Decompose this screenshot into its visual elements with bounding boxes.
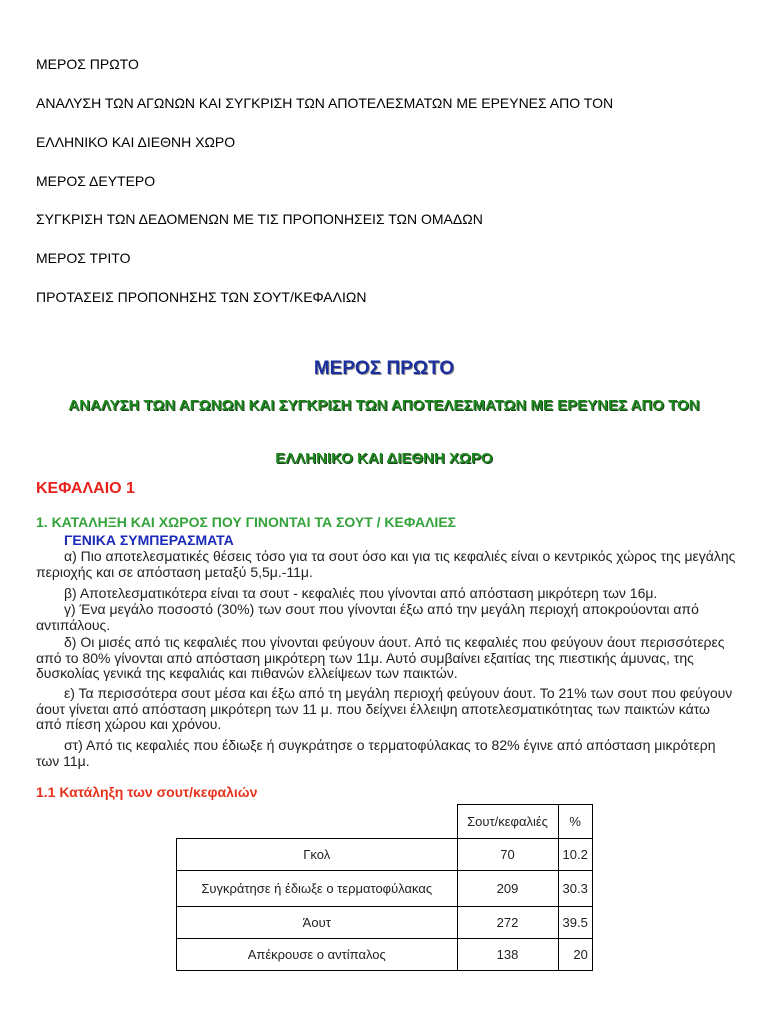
toc-item-part-one-title: ΑΝΑΛΥΣΗ ΤΩΝ ΑΓΩΝΩΝ ΚΑΙ ΣΥΓΚΡΙΣΗ ΤΩΝ ΑΠΟΤΕΛΕΣΜΑΤΩΝ ΜΕ ΕΡΕΥΝΕΣ ΑΠΟ ΤΟΝ <box>36 95 614 111</box>
conclusion-paragraph-d: δ) Οι μισές από τις κεφαλιές που γίνονται φεύγουν άουτ. Από τις κεφαλιές που φεύγουν άουτ περισσότερες από το 80% γίνονται από απόσταση μικρότερη των 11μ. Αυτό συμβαίνει εξαιτίας της πιεστικής άμυνας, της δυσκολίας γενικά της κεφαλιάς και πιθανών ελλείψεων των παικτών. <box>36 634 725 681</box>
conclusion-paragraph-b: β) Αποτελεσματικότερα είναι τα σουτ - κεφαλιές που γίνονται από απόσταση μικρότερη των 16μ. <box>64 585 658 601</box>
row-count: 138 <box>457 939 558 971</box>
shot-outcomes-table <box>176 804 593 971</box>
table-row <box>177 939 593 971</box>
table-row <box>177 907 593 939</box>
table-row <box>177 839 593 871</box>
section-heading: 1. ΚΑΤΑΛΗΞΗ ΚΑΙ ΧΩΡΟΣ ΠΟΥ ΓΙΝΟΝΤΑΙ ΤΑ ΣΟΥΤ / ΚΕΦΑΛΙΕΣ <box>36 514 457 530</box>
row-count: 272 <box>457 907 558 939</box>
conclusion-paragraph-c: γ) Ένα μεγάλο ποσοστό (30%) των σουτ που γίνονται έξω από την μεγάλη περιοχή αποκρούονται από αντιπάλους. <box>36 601 699 633</box>
header-blank-cell <box>177 805 458 839</box>
row-percent: 39.5 <box>558 907 592 939</box>
part-subtitle: ΑΝΑΛΥΣΗ ΤΩΝ ΑΓΩΝΩΝ ΚΑΙ ΣΥΓΚΡΙΣΗ ΤΩΝ ΑΠΟΤΕΛΕΣΜΑΤΩΝ ΜΕ ΕΡΕΥΝΕΣ ΑΠΟ ΤΟΝ <box>68 397 700 414</box>
table-row <box>177 871 593 907</box>
general-conclusions-heading: ΓΕΝΙΚΑ ΣΥΜΠΕΡΑΣΜΑΤΑ <box>64 532 234 548</box>
row-percent: 30.3 <box>558 871 592 907</box>
toc-item-part-three: ΜΕΡΟΣ ΤΡΙΤΟ <box>36 250 131 266</box>
row-percent: 20 <box>558 939 592 971</box>
toc-item-part-three-title: ΠΡΟΤΑΣΕΙΣ ΠΡΟΠΟΝΗΣΗΣ ΤΩΝ ΣΟΥΤ/ΚΕΦΑΛΙΩΝ <box>36 289 367 305</box>
conclusion-paragraph-e: ε) Τα περισσότερα σουτ μέσα και έξω από τη μεγάλη περιοχή φεύγουν άουτ. Το 21% των σουτ που φεύγουν άουτ γίνεται από απόσταση μικρότερη των 11 μ. που δείχνει έλλειψη αποτελεσματικότητας των παικτών κάτω από πίεση χώρου και χρόνου. <box>36 685 733 732</box>
header-percent: % <box>558 805 592 839</box>
toc-item-part-one-title-cont: ΕΛΛΗΝΙΚΟ ΚΑΙ ΔΙΕΘΝΗ ΧΩΡΟ <box>36 134 236 150</box>
toc-item-part-one: ΜΕΡΟΣ ΠΡΩΤΟ <box>36 56 139 72</box>
row-label: Άουτ <box>177 907 458 939</box>
row-label: Απέκρουσε ο αντίπαλος <box>177 939 458 971</box>
row-label: Γκολ <box>177 839 458 871</box>
toc-item-part-two: ΜΕΡΟΣ ΔΕΥΤΕΡΟ <box>36 173 156 189</box>
conclusion-paragraph-a: α) Πιο αποτελεσματικές θέσεις τόσο για τα σουτ όσο και για τις κεφαλιές είναι ο κεντρικός χώρος της μεγάλης περιοχής και σε απόσταση μεταξύ 5,5μ.-11μ. <box>36 548 736 580</box>
toc-item-part-two-title: ΣΥΓΚΡΙΣΗ ΤΩΝ ΔΕΔΟΜΕΝΩΝ ΜΕ ΤΙΣ ΠΡΟΠΟΝΗΣΕΙΣ ΤΩΝ ΟΜΑΔΩΝ <box>36 211 483 227</box>
row-label: Συγκράτησε ή έδιωξε ο τερματοφύλακας <box>177 871 458 907</box>
part-title: ΜΕΡΟΣ ΠΡΩΤΟ <box>313 358 455 379</box>
table-header-row <box>177 805 593 839</box>
row-percent: 10.2 <box>558 839 592 871</box>
chapter-heading: ΚΕΦΑΛΑΙΟ 1 <box>36 480 135 497</box>
conclusion-paragraph-f: στ) Από τις κεφαλιές που έδιωξε ή συγκράτησε ο τερματοφύλακας το 82% έγινε από απόσταση μικρότερη των 11μ. <box>36 737 716 769</box>
row-count: 209 <box>457 871 558 907</box>
header-count: Σουτ/κεφαλιές <box>457 805 558 839</box>
part-subtitle-cont: ΕΛΛΗΝΙΚΟ ΚΑΙ ΔΙΕΘΝΗ ΧΩΡΟ <box>275 450 493 467</box>
row-count: 70 <box>457 839 558 871</box>
table-heading: 1.1 Κατάληξη των σουτ/κεφαλιών <box>36 784 258 800</box>
